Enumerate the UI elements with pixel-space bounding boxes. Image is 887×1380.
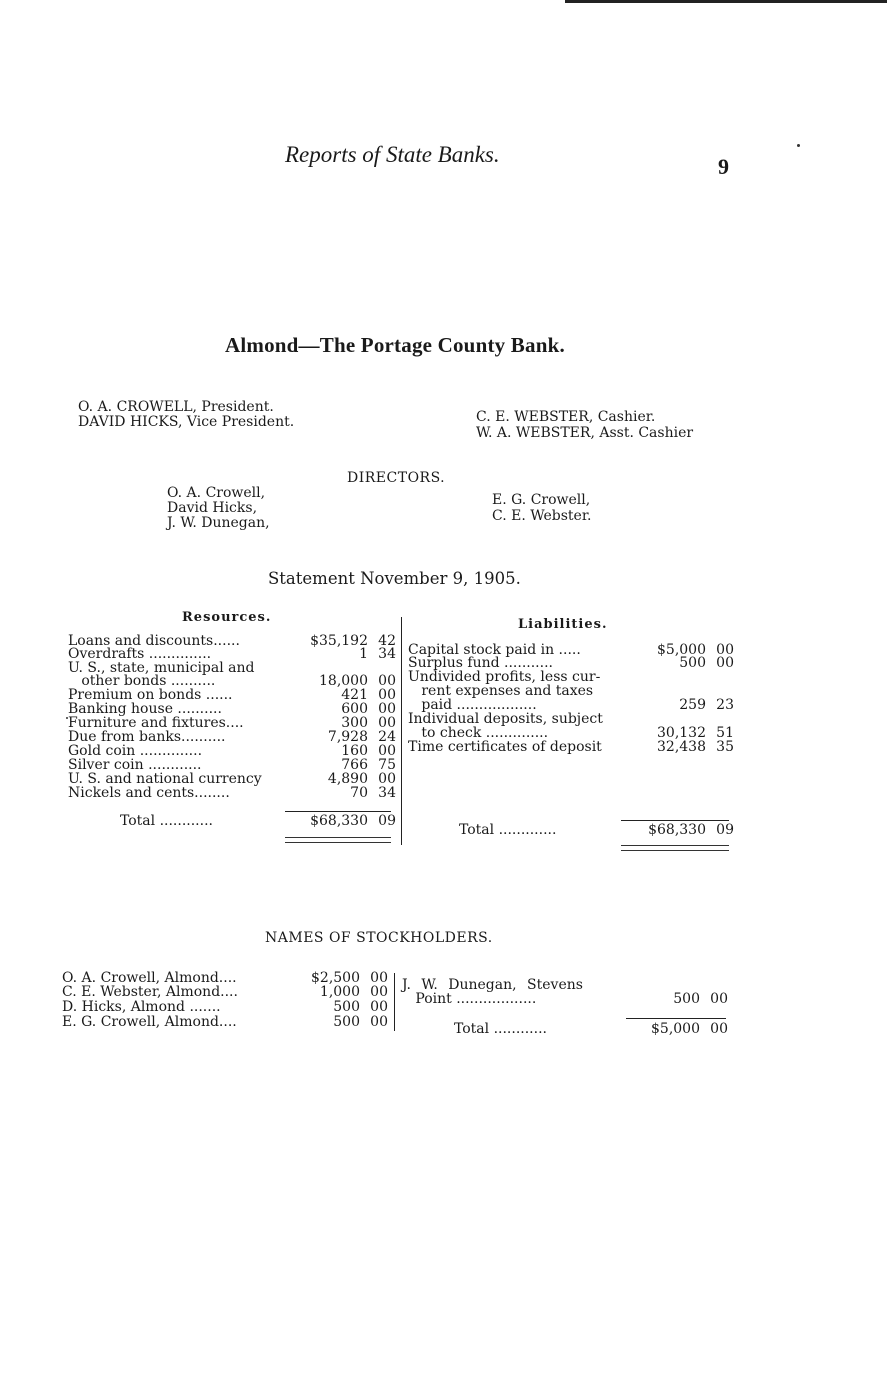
liability-cents: 51 (716, 725, 734, 741)
liability-dollars: 30,132 (657, 725, 706, 741)
director-name: C. E. Webster. (492, 508, 592, 524)
running-head: Reports of State Banks. (285, 142, 500, 167)
resources-table (68, 634, 398, 834)
stockholder-cents: 00 (370, 970, 388, 986)
resource-cents: 00 (378, 701, 396, 717)
resource-dollars: 766 (341, 757, 368, 773)
resource-dollars: 18,000 (319, 673, 368, 689)
resource-label: Banking house .......... (68, 701, 222, 717)
resource-cents: 00 (378, 771, 396, 787)
officer-asst-cashier: W. A. WEBSTER, Asst. Cashier (476, 425, 694, 441)
total-cents: 00 (710, 1021, 728, 1037)
stockholder-cents: 00 (370, 984, 388, 1000)
resource-label: Silver coin ............ (68, 757, 202, 773)
resources-sum-rule (285, 811, 391, 812)
column-divider (401, 617, 402, 845)
resource-cents: 00 (378, 743, 396, 759)
total-cents: 09 (716, 822, 734, 838)
stockholder-name: O. A. Crowell, Almond.... (62, 970, 237, 986)
resource-cents: 00 (378, 673, 396, 689)
liability-label: Time certificates of deposit (408, 739, 602, 755)
resource-dollars: 70 (350, 785, 368, 801)
director-name: David Hicks, (167, 500, 258, 516)
resources-double-rule (285, 837, 391, 843)
stockholder-name: J. W. Dunegan, Stevens (402, 977, 583, 993)
stockholder-name: E. G. Crowell, Almond.... (62, 1014, 237, 1030)
stockholders-left-table (62, 971, 392, 1031)
total-dollars: $68,330 (648, 822, 706, 838)
total-dollars: $5,000 (651, 1021, 700, 1037)
bank-title: Almond—The Portage County Bank. (225, 333, 565, 357)
total-label: Total ............ (120, 813, 213, 829)
officer-cashier: C. E. WEBSTER, Cashier. (476, 409, 656, 425)
liability-cents: 00 (716, 655, 734, 671)
resource-label: Due from banks.......... (68, 729, 226, 745)
total-label: Total ............ (454, 1021, 547, 1037)
stockholder-name: C. E. Webster, Almond.... (62, 984, 238, 1000)
liability-label: Individual deposits, subject (408, 711, 603, 727)
liabilities-heading: Liabilities. (518, 617, 608, 632)
director-name: O. A. Crowell, (167, 485, 266, 501)
liability-label: paid .................. (408, 697, 537, 713)
stockholders-total-row (402, 1022, 732, 1036)
stockholders-divider (394, 973, 395, 1031)
stockholders-right-table (402, 978, 732, 1018)
liability-label: Undivided profits, less cur- (408, 669, 601, 685)
stockholder-dollars: 500 (333, 1014, 360, 1030)
liability-label: rent expenses and taxes (408, 683, 594, 699)
stockholder-cents: 00 (370, 999, 388, 1015)
liability-dollars: 32,438 (657, 739, 706, 755)
resource-dollars: $35,192 (310, 633, 368, 649)
resource-label: Overdrafts .............. (68, 646, 212, 662)
scan-speck (797, 144, 800, 147)
stockholder-dollars: $2,500 (311, 970, 360, 986)
liability-dollars: $5,000 (657, 642, 706, 658)
resource-dollars: 7,928 (327, 729, 368, 745)
stockholder-name: D. Hicks, Almond ....... (62, 999, 221, 1015)
page-number: 9 (718, 154, 729, 179)
stockholders-heading: NAMES OF STOCKHOLDERS. (265, 930, 493, 946)
director-name: J. W. Dunegan, (167, 515, 270, 531)
resource-cents: 34 (378, 646, 396, 662)
resource-label: other bonds .......... (68, 673, 216, 689)
liability-cents: 23 (716, 697, 734, 713)
liability-cents: 35 (716, 739, 734, 755)
resource-cents: 42 (378, 633, 396, 649)
resource-label: Furniture and fixtures.... (68, 715, 244, 731)
resource-label: U. S. and national currency (68, 771, 262, 787)
resource-dollars: 600 (341, 701, 368, 717)
liability-label: Capital stock paid in ..... (408, 642, 581, 658)
liabilities-table (408, 643, 736, 763)
liabilities-total-row (408, 823, 736, 837)
director-name: E. G. Crowell, (492, 492, 591, 508)
top-rule (565, 0, 887, 3)
resource-label: Loans and discounts...... (68, 633, 240, 649)
resource-label: U. S., state, municipal and (68, 660, 255, 676)
resource-cents: 00 (378, 687, 396, 703)
officer-vice-president: DAVID HICKS, Vice President. (78, 414, 295, 430)
resource-cents: 75 (378, 757, 396, 773)
liability-dollars: 500 (679, 655, 706, 671)
stockholder-cents: 00 (370, 1014, 388, 1030)
liability-label: to check .............. (408, 725, 549, 741)
resource-cents: 00 (378, 715, 396, 731)
liabilities-double-rule (621, 845, 729, 851)
resource-dollars: 4,890 (327, 771, 368, 787)
resource-dollars: 421 (341, 687, 368, 703)
resource-cents: 34 (378, 785, 396, 801)
resource-cents: 24 (378, 729, 396, 745)
resource-label: Premium on bonds ...... (68, 687, 233, 703)
stockholder-cents: 00 (710, 991, 728, 1007)
liability-dollars: 259 (679, 697, 706, 713)
liability-label: Surplus fund ........... (408, 655, 553, 671)
resource-dollars: 300 (341, 715, 368, 731)
total-cents: 09 (378, 813, 396, 829)
total-label: Total ............. (459, 822, 557, 838)
stockholder-name: Point .................. (402, 991, 537, 1007)
officer-president: O. A. CROWELL, President. (78, 399, 274, 415)
total-dollars: $68,330 (310, 813, 368, 829)
resources-heading: Resources. (182, 610, 272, 625)
resources-total-row (68, 814, 398, 828)
stockholder-dollars: 500 (333, 999, 360, 1015)
stockholders-sum-rule (626, 1018, 726, 1019)
statement-title: Statement November 9, 1905. (268, 569, 521, 588)
resource-label: Nickels and cents........ (68, 785, 230, 801)
scan-speck (66, 717, 68, 719)
liabilities-sum-rule (621, 820, 729, 821)
directors-heading: DIRECTORS. (347, 470, 446, 486)
stockholder-dollars: 500 (673, 991, 700, 1007)
stockholder-dollars: 1,000 (319, 984, 360, 1000)
resource-dollars: 1 (359, 646, 368, 662)
liability-cents: 00 (716, 642, 734, 658)
resource-dollars: 160 (341, 743, 368, 759)
resource-label: Gold coin .............. (68, 743, 203, 759)
